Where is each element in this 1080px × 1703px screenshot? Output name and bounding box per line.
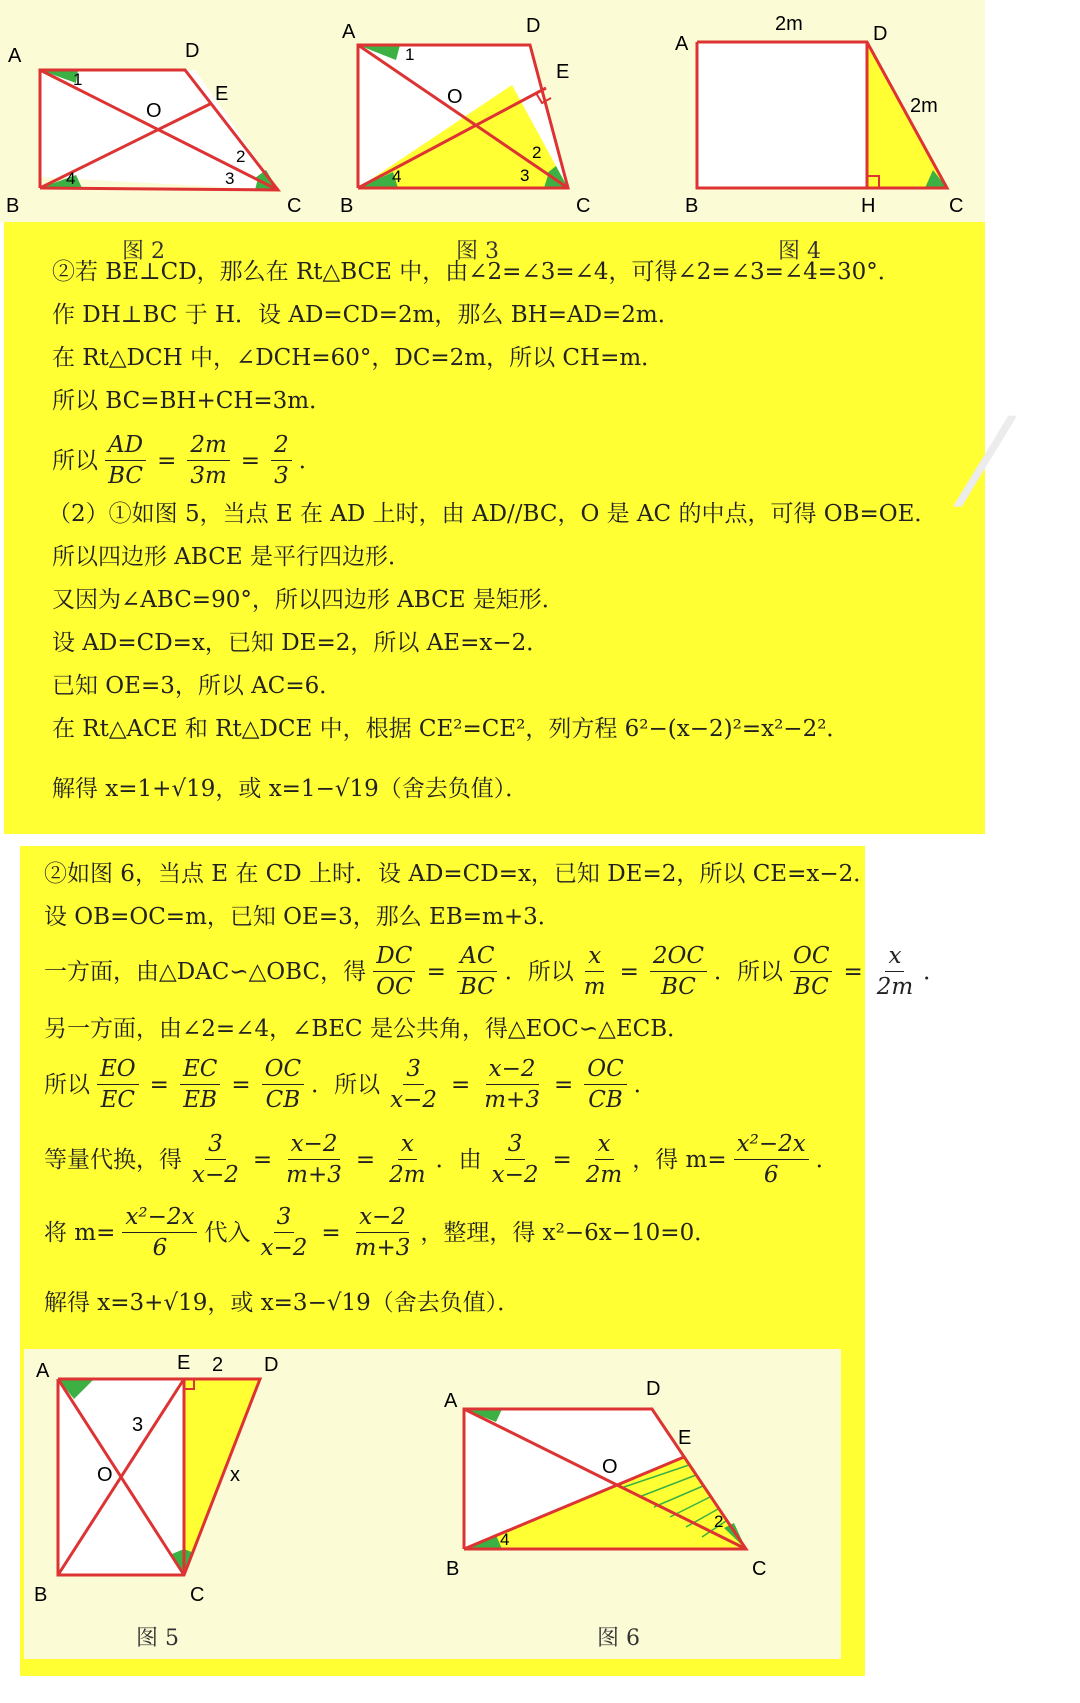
fraction: $\frac{EO}{EC}$ [97,1054,139,1115]
label-e: E [556,61,570,83]
fraction: $\frac{x}{2m}$ [585,1131,623,1188]
watermark: ⁄ [975,395,996,534]
top-figures-panel [0,0,985,222]
fraction: $\frac{2}{3}$ [271,430,292,491]
text-line: ②若 BE⊥CD，那么在 Rt△BCE 中，由∠2=∠3=∠4，可得∠2=∠3=∠4=30°． [52,259,901,285]
fraction: $\frac{2m}{3m}$ [187,430,229,491]
label-e: E [215,83,229,105]
label-d: D [873,23,888,45]
angle-label: 2 [532,143,542,162]
label-d: D [526,15,541,37]
figure-caption: 图 3 [456,239,499,264]
fraction: $\frac{\text{x²−2x}}{6}$ [122,1202,197,1263]
label-e: E [678,1427,692,1449]
figure-caption: 图 2 [122,239,165,264]
angle-label: 2 [236,147,246,166]
figure-caption: 图 6 [597,1626,640,1651]
fraction-line: 将 m= $\frac{\text{x²−2x}}{6}$ 代入 $\frac{3}{x-2}$ = $\frac{x-2}{m+3}$ ，整理，得 x²−6x−10=0． [44,1204,718,1261]
label-2m-side: 2m [910,95,938,117]
text-line: 设 AD=CD=x，已知 DE=2，所以 AE=x−2． [52,630,550,656]
angle-label: 3 [520,166,530,185]
fraction: $\frac{3}{x-2}$ [491,1131,539,1188]
label-b: B [340,195,354,217]
fraction-line: 所以 $\frac{EO}{EC}$ = $\frac{EC}{EB}$ = $\frac{OC}{CB}$ ．所以 $\frac{3}{x-2}$ = $\frac{x-2}{m+3}$ = $\frac{OC}{CB}$ ． [44,1056,657,1113]
text-line: （2）①如图 5，当点 E 在 AD 上时，由 AD//BC，O 是 AC 的中点，可得 OB=OE． [48,501,938,527]
figure-3 [330,0,640,215]
label-x: x [230,1464,240,1486]
label-a: A [444,1390,458,1412]
fraction: $\frac{x}{2m}$ [876,943,914,1000]
fraction: $\frac{x-2}{m+3}$ [286,1131,342,1188]
label-a: A [675,33,689,55]
text-line: 作 DH⊥BC 于 H．设 AD=CD=2m，那么 BH=AD=2m． [52,302,681,328]
angle-label: 2 [714,1512,724,1531]
label-o: O [602,1456,618,1478]
fraction: $\frac{3}{x-2}$ [390,1056,437,1113]
fraction: $\frac{x}{m}$ [583,943,606,1000]
label-a: A [36,1360,50,1382]
text-line: 设 OB=OC=m，已知 OE=3，那么 EB=m+3． [44,904,561,930]
label-b: B [34,1584,48,1606]
fraction: $\frac{\text{x²−2x}}{6}$ [734,1129,809,1190]
label-b: B [446,1558,460,1580]
fraction: $\frac{3}{x-2}$ [192,1131,239,1188]
text-line: 又因为∠ABC=90°，所以四边形 ABCE 是矩形． [52,587,565,613]
figure-caption: 图 4 [778,239,821,264]
text-line: 所以四边形 ABCE 是平行四边形． [52,544,411,570]
label-d: D [185,40,200,62]
fraction: $\frac{x}{2m}$ [389,1131,426,1188]
label-oa: 3 [132,1414,144,1436]
fraction: $\frac{DC}{OC}$ [373,941,415,1002]
angle-label: 4 [66,169,76,188]
text-line: 在 Rt△DCH 中，∠DCH=60°，DC=2m，所以 CH=m． [52,345,665,371]
label-de: 2 [212,1354,224,1376]
fraction: $\frac{2OC}{BC}$ [650,941,707,1002]
figure-2 [0,0,300,215]
label-a: A [8,45,22,67]
label-h: H [861,195,876,217]
fraction: $\frac{OC}{CB}$ [584,1054,626,1115]
label-d: D [646,1378,661,1400]
label-c: C [190,1584,205,1606]
solution-block-1 [4,222,985,834]
text-segment: 所以 [52,447,98,474]
label-b: B [685,195,699,217]
angle-label: 1 [405,45,415,64]
angle-label: 4 [500,1530,510,1549]
fraction: $\frac{EC}{EB}$ [180,1054,220,1115]
bottom-figures-panel [24,1349,841,1659]
fraction: $\frac{3}{x-2}$ [260,1204,308,1261]
text-line: 解得 x=3+√19，或 x=3−√19（舍去负值）． [44,1290,521,1316]
text-line: 所以 BC=BH+CH=3m． [52,388,333,414]
figure-6 [434,1369,814,1609]
fraction: $\frac{OC}{CB}$ [262,1054,304,1115]
text-line: 解得 x=1+√19，或 x=1−√19（舍去负值）． [52,776,529,802]
label-a: A [342,21,356,43]
fraction-line: 等量代换，得 $\frac{3}{x-2}$ = $\frac{x-2}{m+3}$ = $\frac{x}{2m}$ ．由 $\frac{3}{x-2}$ = $\frac{x}{2m}$ ，得 m= $\frac{\text{x²−2x}}{6}$ ． [44,1131,839,1188]
label-2m-top: 2m [775,13,803,35]
fraction: $\frac{AC}{BC}$ [457,941,498,1002]
fraction: $\frac{x-2}{m+3}$ [484,1056,540,1113]
figure-4 [665,0,985,215]
fraction-line: 所以 $\frac{AD}{BC}$ = $\frac{2m}{3m}$ = $\frac{2}{3}$ ． [52,432,322,489]
text-line: 已知 OE=3，所以 AC=6． [52,673,343,699]
angle-label: 3 [225,169,235,188]
label-b: B [6,195,20,217]
text-line: 在 Rt△ACE 和 Rt△DCE 中，根据 CE²=CE²，列方程 6²−(x−2)²=x²−2²． [52,716,850,742]
figure-5 [24,1349,364,1609]
fraction-line: 一方面，由△DAC∽△OBC，得 $\frac{DC}{OC}$ = $\frac{AC}{BC}$ ．所以 $\frac{x}{m}$ = $\frac{2OC}{BC}$ ．所以 $\frac{OC}{BC}$ = $\frac{x}{2m}$ ． [44,943,947,1000]
angle-label: 1 [73,70,83,89]
label-o: O [447,86,463,108]
label-c: C [752,1558,767,1580]
label-c: C [287,195,302,217]
text-line: ②如图 6，当点 E 在 CD 上时．设 AD=CD=x，已知 DE=2，所以 CE=x−2． [44,861,877,887]
fraction: $\frac{x-2}{m+3}$ [354,1204,411,1261]
fraction: $\frac{OC}{BC}$ [790,941,832,1002]
label-o: O [146,100,162,122]
label-e: E [177,1352,191,1374]
label-c: C [576,195,591,217]
label-c: C [949,195,964,217]
label-o: O [97,1464,113,1486]
figure-caption: 图 5 [136,1626,179,1651]
fraction: $\frac{AD}{BC}$ [105,430,146,491]
text-line: 另一方面，由∠2=∠4，∠BEC 是公共角，得△EOC∽△ECB． [44,1016,691,1042]
angle-label: 4 [392,167,402,186]
label-d: D [264,1354,279,1376]
